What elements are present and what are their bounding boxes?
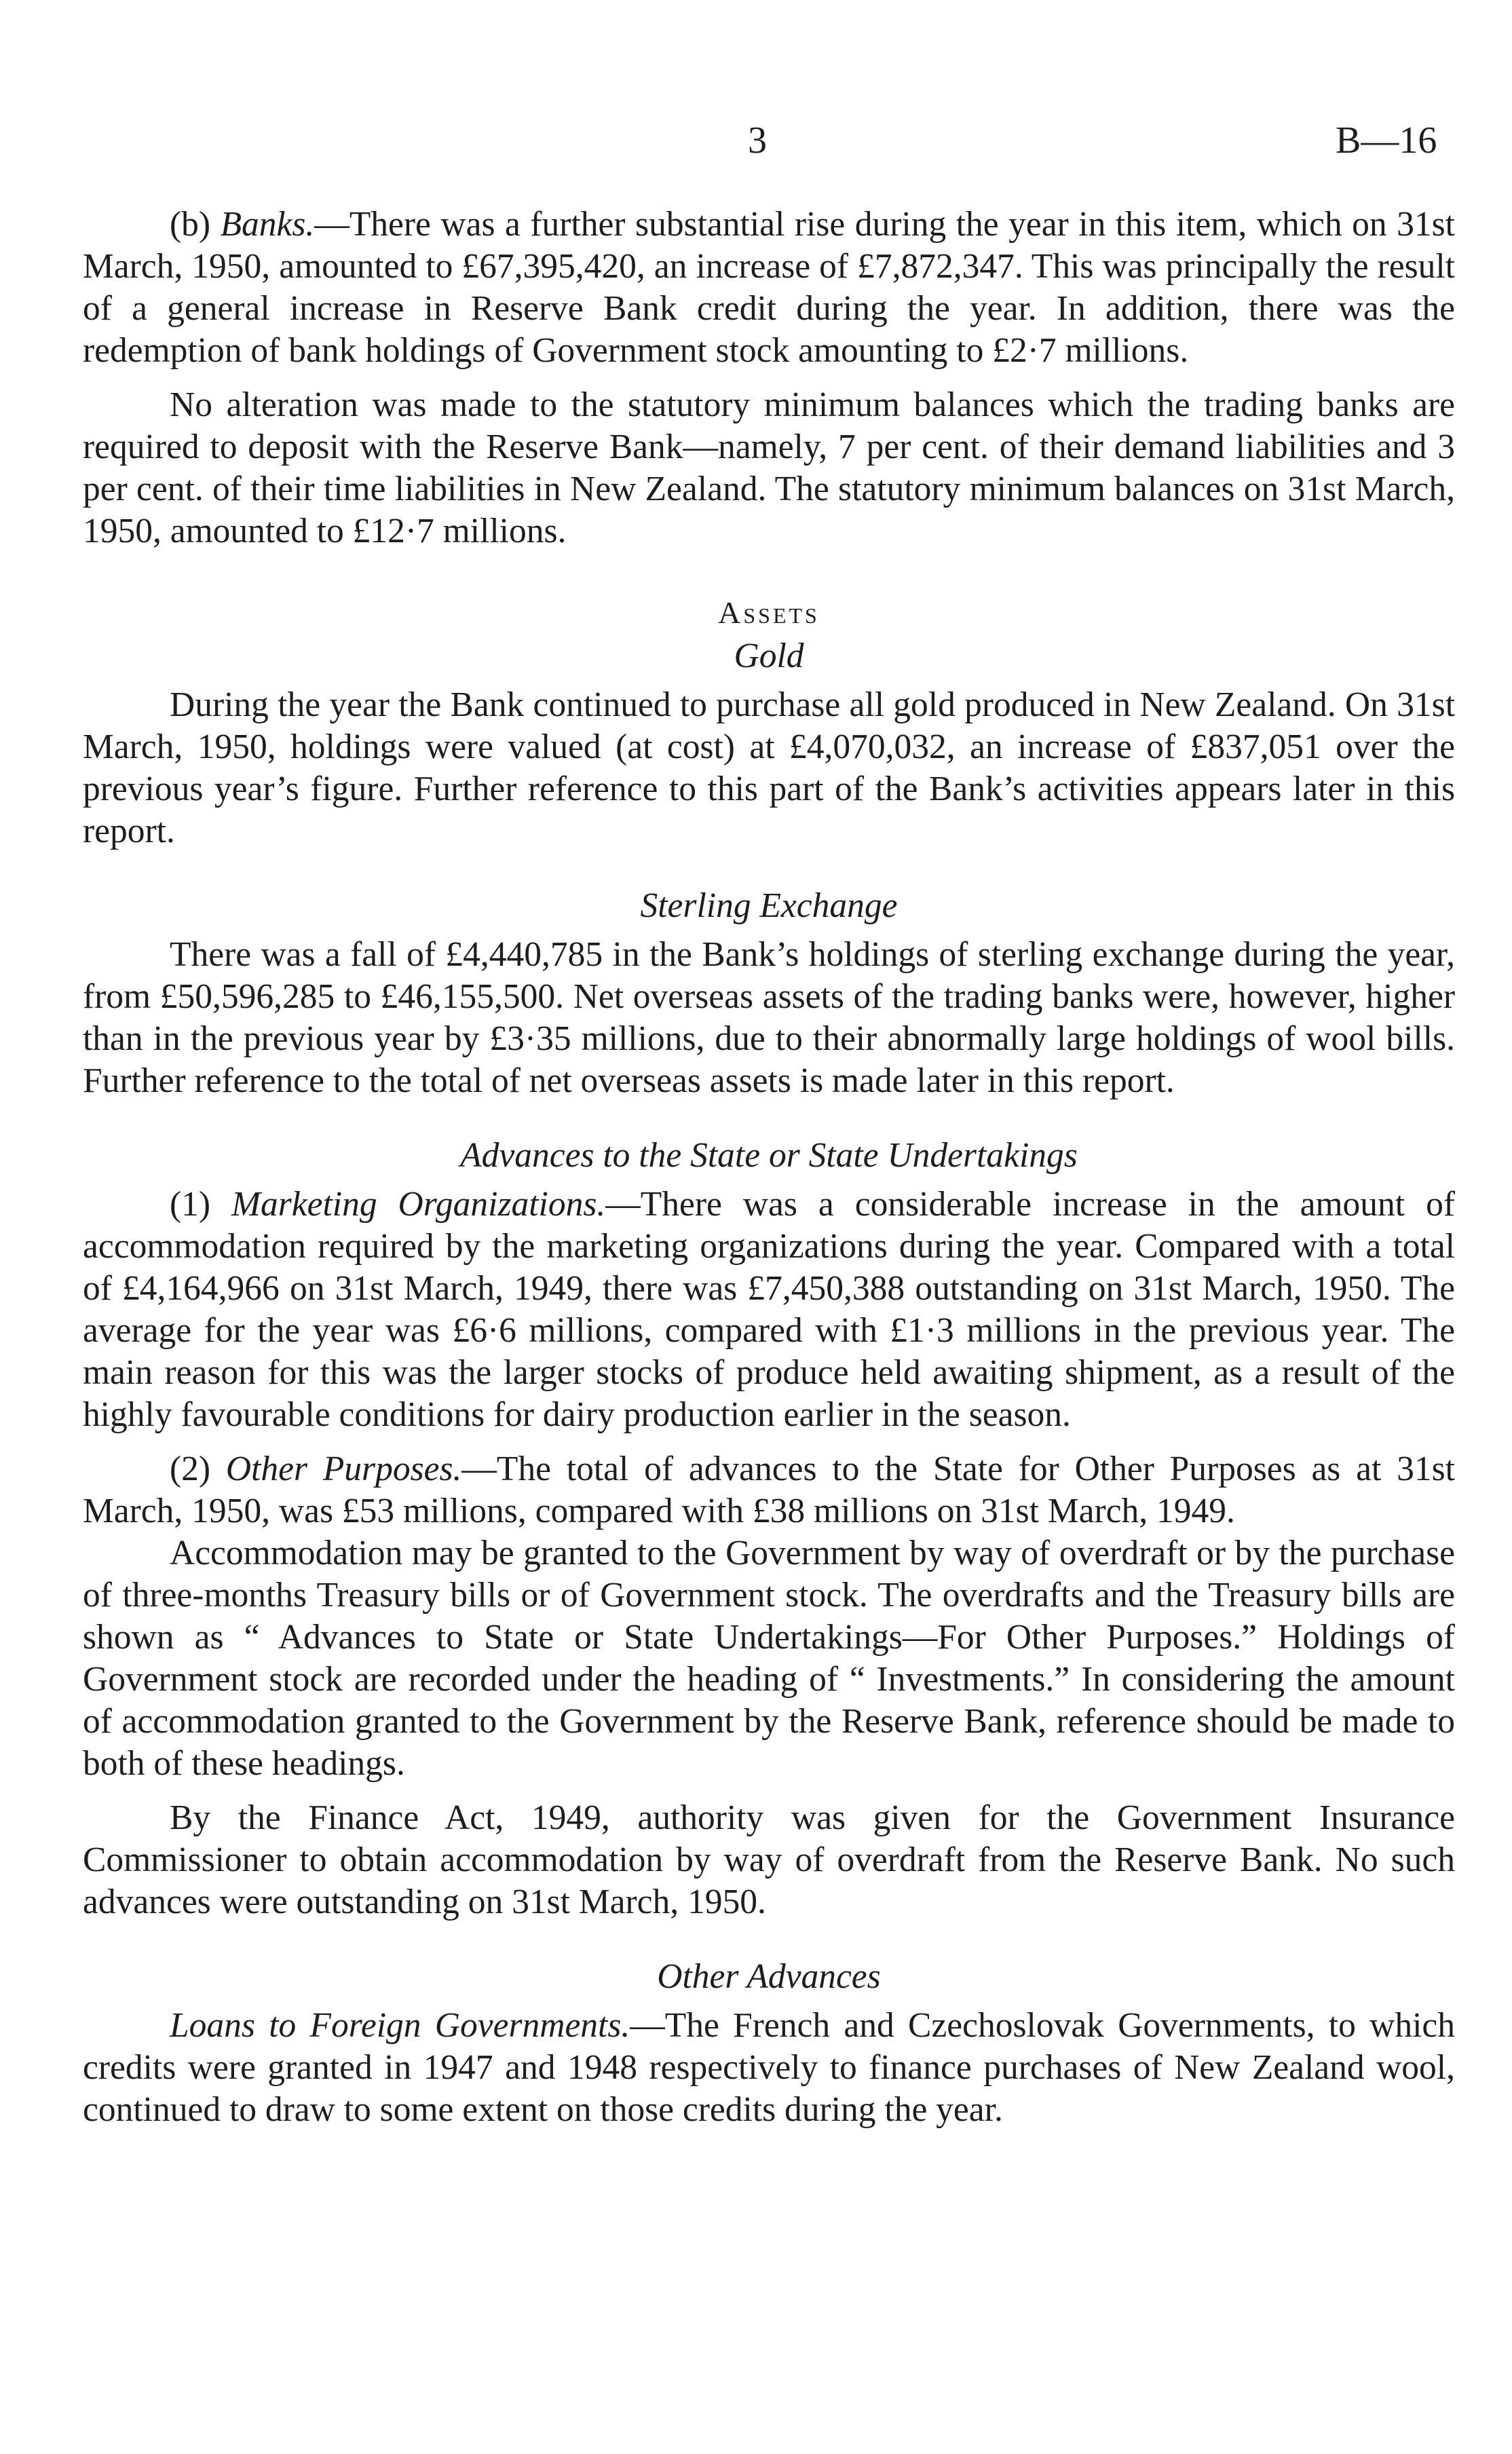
heading-sterling-exchange: Sterling Exchange [640, 886, 898, 925]
paragraph-statutory-balances: No alteration was made to the statutory minimum balances which the trading banks are required to deposit with the Reserve Bank—namely, 7 per cent. of their demand liabilities and 3 per cent. of their time liabilities in New Zealand. The statutory minimum balances on 31st March, 1950, amounted to £12·7 millions. [83, 385, 1455, 550]
other-purposes-text: —The total of advances to the State for Other Purposes as at 31st March, 1950, was £53 millions, compared with £38 millions on 31st March, 1949. [83, 1450, 1455, 1530]
other-purposes-title: Other Purposes. [225, 1450, 462, 1488]
paragraph-marketing-organizations [83, 1184, 1455, 1436]
other-purposes-label: (2) [170, 1450, 226, 1488]
banks-title: Banks. [220, 205, 315, 244]
paragraph-finance-act: By the Finance Act, 1949, authority was given for the Government Insurance Commissioner to obtain accommodation by way of overdraft from the Reserve Bank. No such advances were outstanding on 31st March, 1950. [83, 1798, 1455, 1921]
paragraph-gold: During the year the Bank continued to purchase all gold produced in New Zealand. On 31st March, 1950, holdings were valued (at cost) at £4,070,032, an increase of £837,051 over the previous year’s figure. Further reference to this part of the Bank’s activities appears later in this report. [83, 685, 1455, 850]
paragraph-accommodation: Accommodation may be granted to the Government by way of overdraft or by the purchase of three-months Treasury bills or of Government stock. The overdrafts and the Treasury bills are shown as “ Advances to State or State Undertakings—For Other Purposes.” Holdings of Government stock are recorded under the heading of “ Investments.” In considering the amount of accommodation granted to the Government by the Reserve Bank, reference should be made to both of these headings. [83, 1534, 1455, 1783]
paragraph-foreign-loans [83, 2005, 1455, 2131]
document-reference: B—16 [1336, 119, 1437, 162]
marketing-text: —There was a considerable increase in the amount of accommodation required by the marketing organizations during the year. Compared with a total of £4,164,966 on 31st March, 1949, there was £7,450,388 outstanding on 31st March, 1950. The average for the year was £6·6 millions, compared with £1·3 millions in the previous year. The main reason for this was the larger stocks of produce held awaiting shipment, as a result of the highly favourable conditions for dairy production earlier in the season. [83, 1185, 1455, 1434]
paragraph-banks [83, 204, 1455, 372]
banks-text: —There was a further substantial rise during the year in this item, which on 31st March, 1950, amounted to £67,395,420, an increase of £7,872,347. This was principally the result of a general increase in Reserve Bank credit during the year. In addition, there was the redemption of bank holdings of Government stock amounting to £2·7 millions. [83, 205, 1455, 370]
heading-other-advances: Other Advances [657, 1957, 881, 1996]
paragraph-sterling-exchange: There was a fall of £4,440,785 in the Bank’s holdings of sterling exchange during the year, from £50,596,285 to £46,155,500. Net overseas assets of the trading banks were, however, higher than in the previous year by £3·35 millions, due to their abnormally large holdings of wool bills. Further reference to the total of net overseas assets is made later in this report. [83, 935, 1455, 1100]
heading-assets: Assets [718, 595, 820, 630]
banks-label: (b) [170, 205, 221, 244]
foreign-loans-text: —The French and Czechoslovak Governments, to which credits were granted in 1947 and 1948 respectively to finance purchases of New Zealand wool, continued to draw to some extent on those credits during the year. [83, 2006, 1455, 2129]
page-number: 3 [748, 119, 767, 162]
document-body [83, 204, 1455, 2131]
heading-gold: Gold [734, 637, 804, 675]
foreign-loans-title: Loans to Foreign Governments. [170, 2006, 630, 2045]
paragraph-other-purposes [83, 1448, 1455, 1532]
marketing-label: (1) [170, 1185, 232, 1224]
marketing-title: Marketing Organizations. [231, 1185, 606, 1224]
heading-advances-to-state: Advances to the State or State Undertakings [460, 1136, 1078, 1175]
